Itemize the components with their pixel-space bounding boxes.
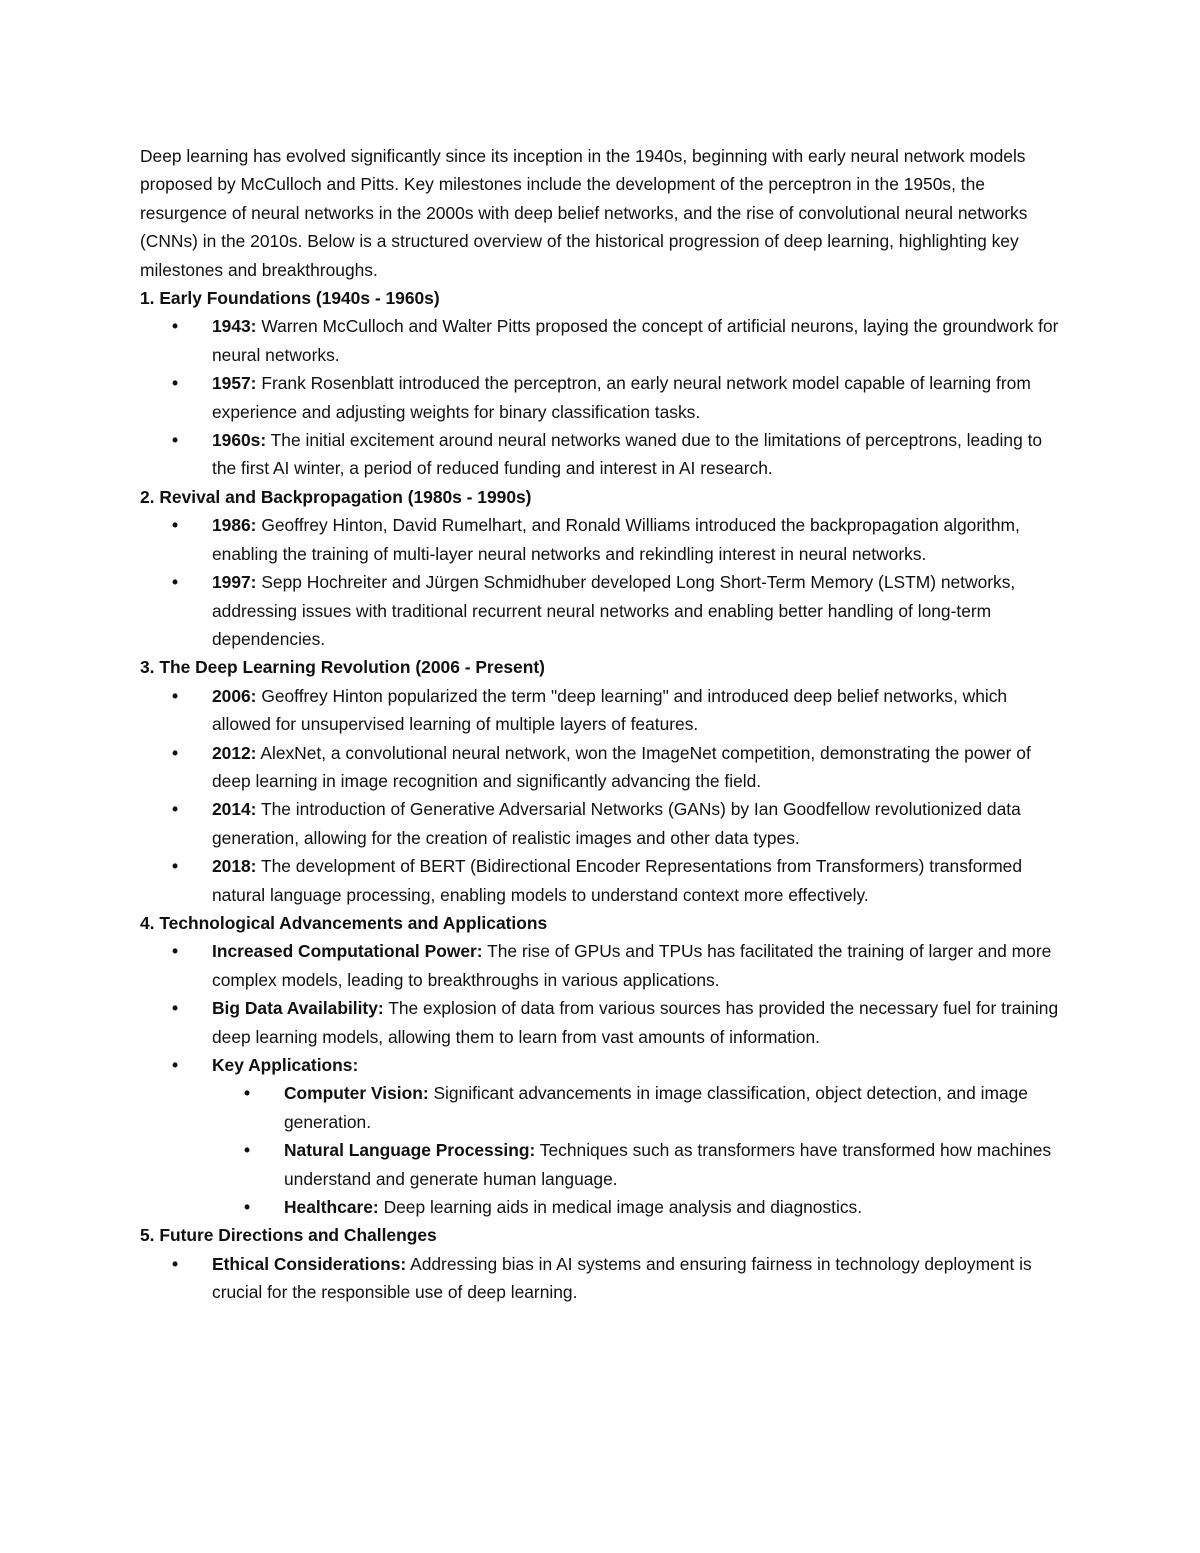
bullet-icon: • <box>172 856 179 877</box>
item-term: 2018: <box>212 856 257 877</box>
list-item <box>140 369 1070 426</box>
list-item <box>140 426 1070 483</box>
list-item <box>140 937 1070 994</box>
item-term: 1943: <box>212 316 257 337</box>
item-text: Geoffrey Hinton, David Rumelhart, and Ronald Williams introduced the backpropagation algorithm, enabling the training of multi-layer neural networks and rekindling interest in neural networks. <box>212 515 1020 564</box>
item-text: The development of BERT (Bidirectional Encoder Representations from Transformers) transformed natural language processing, enabling models to understand context more effectively. <box>212 856 1023 905</box>
bullet-list <box>140 511 1070 653</box>
item-text: Sepp Hochreiter and Jürgen Schmidhuber developed Long Short-Term Memory (LSTM) networks, addressing issues with traditional recurrent neural networks and enabling better handling of long-term dependencies. <box>212 572 1016 649</box>
list-item <box>140 795 1070 852</box>
bullet-icon: • <box>172 316 179 337</box>
section-2 <box>140 483 1070 653</box>
item-text: Addressing bias in AI systems and ensuring fairness in technology deployment is crucial for the responsible use of deep learning. <box>212 1253 1032 1303</box>
bullet-list <box>140 312 1070 482</box>
item-text: Warren McCulloch and Walter Pitts proposed the concept of artificial neurons, laying the groundwork for neural networks. <box>212 316 1059 365</box>
bullet-list <box>140 682 1070 909</box>
bullet-icon: • <box>172 742 179 763</box>
bullet-icon: • <box>172 1253 179 1274</box>
bullet-icon: • <box>172 515 179 536</box>
section-5 <box>140 1221 1070 1306</box>
item-text: Deep learning aids in medical image analysis and diagnostics. <box>378 1197 863 1218</box>
sections-container <box>140 284 1070 1307</box>
item-term: Ethical Considerations: <box>212 1253 407 1274</box>
bullet-icon: • <box>244 1140 251 1161</box>
sub-list-item <box>212 1079 1070 1136</box>
list-item <box>140 312 1070 369</box>
document-body <box>140 142 1070 1307</box>
item-text: The initial excitement around neural networks waned due to the limitations of perceptrons, leading to the first AI winter, a period of reduced funding and interest in AI research. <box>212 430 1043 479</box>
item-term: 1997: <box>212 572 257 593</box>
section-heading: 5. Future Directions and Challenges <box>140 1225 437 1246</box>
item-term: 1960s: <box>212 430 267 451</box>
item-term: Computer Vision: <box>284 1083 429 1104</box>
item-text: Geoffrey Hinton popularized the term "deep learning" and introduced deep belief networks, which allowed for unsupervised learning of multiple layers of features. <box>212 685 1008 735</box>
section-heading: 4. Technological Advancements and Applications <box>140 912 548 933</box>
item-term: 2012: <box>212 742 257 763</box>
section-4 <box>140 909 1070 1221</box>
item-text: Significant advancements in image classification, object detection, and image generation. <box>284 1083 1028 1132</box>
item-term: 1957: <box>212 373 257 394</box>
sub-list-item <box>212 1136 1070 1193</box>
bullet-icon: • <box>172 373 179 394</box>
item-term: Healthcare: <box>284 1197 379 1218</box>
bullet-icon: • <box>244 1197 251 1218</box>
section-heading: 2. Revival and Backpropagation (1980s - 1990s) <box>140 486 532 507</box>
bullet-icon: • <box>244 1083 251 1104</box>
bullet-icon: • <box>172 430 179 451</box>
item-text: The introduction of Generative Adversarial Networks (GANs) by Ian Goodfellow revolutionized data generation, allowing for the creation of realistic images and other data types. <box>212 799 1021 848</box>
item-term: Key Applications: <box>212 1055 359 1075</box>
list-item <box>140 1250 1070 1307</box>
item-term: Natural Language Processing: <box>284 1140 536 1161</box>
list-item <box>140 739 1070 796</box>
bullet-list <box>140 937 1070 1221</box>
section-1 <box>140 284 1070 483</box>
list-item <box>140 1051 1070 1221</box>
bullet-list <box>140 1250 1070 1307</box>
sub-bullet-list <box>212 1079 1070 1221</box>
item-term: 2014: <box>212 799 257 820</box>
section-3 <box>140 653 1070 909</box>
list-item <box>140 511 1070 568</box>
item-text: Techniques such as transformers have transformed how machines understand and generate human language. <box>284 1140 1052 1189</box>
bullet-icon: • <box>172 998 179 1019</box>
intro-paragraph: Deep learning has evolved significantly since its inception in the 1940s, beginning with early neural network models proposed by McCulloch and Pitts. Key milestones include the development of the perceptron in the 1950s, the resurgence of neural networks in the 2000s with deep belief networks, and the rise of convolutional neural networks (CNNs) in the 2010s. Below is a structured overview of the historical progression of deep learning, highlighting key milestones and breakthroughs. <box>140 146 1028 280</box>
bullet-icon: • <box>172 799 179 820</box>
item-text: AlexNet, a convolutional neural network, won the ImageNet competition, demonstrating the power of deep learning in image recognition and significantly advancing the field. <box>212 742 1031 791</box>
bullet-icon: • <box>172 572 179 593</box>
item-term: Increased Computational Power: <box>212 941 483 962</box>
item-term: Big Data Availability: <box>212 998 384 1019</box>
item-text: Frank Rosenblatt introduced the perceptron, an early neural network model capable of learning from experience and adjusting weights for binary classification tasks. <box>212 373 1031 422</box>
bullet-icon: • <box>172 685 179 706</box>
list-item <box>140 852 1070 909</box>
item-term: 2006: <box>212 685 257 706</box>
item-text: The rise of GPUs and TPUs has facilitated the training of larger and more complex models, leading to breakthroughs in various applications. <box>212 941 1052 990</box>
item-text: The explosion of data from various sources has provided the necessary fuel for training deep learning models, allowing them to learn from vast amounts of information. <box>212 998 1059 1047</box>
bullet-icon: • <box>172 941 179 962</box>
section-heading: 3. The Deep Learning Revolution (2006 - Present) <box>140 657 545 678</box>
item-term: 1986: <box>212 515 257 536</box>
list-item <box>140 568 1070 653</box>
sub-list-item <box>212 1193 1070 1221</box>
list-item <box>140 682 1070 739</box>
section-heading: 1. Early Foundations (1940s - 1960s) <box>140 288 440 309</box>
list-item <box>140 994 1070 1051</box>
bullet-icon: • <box>172 1055 179 1075</box>
